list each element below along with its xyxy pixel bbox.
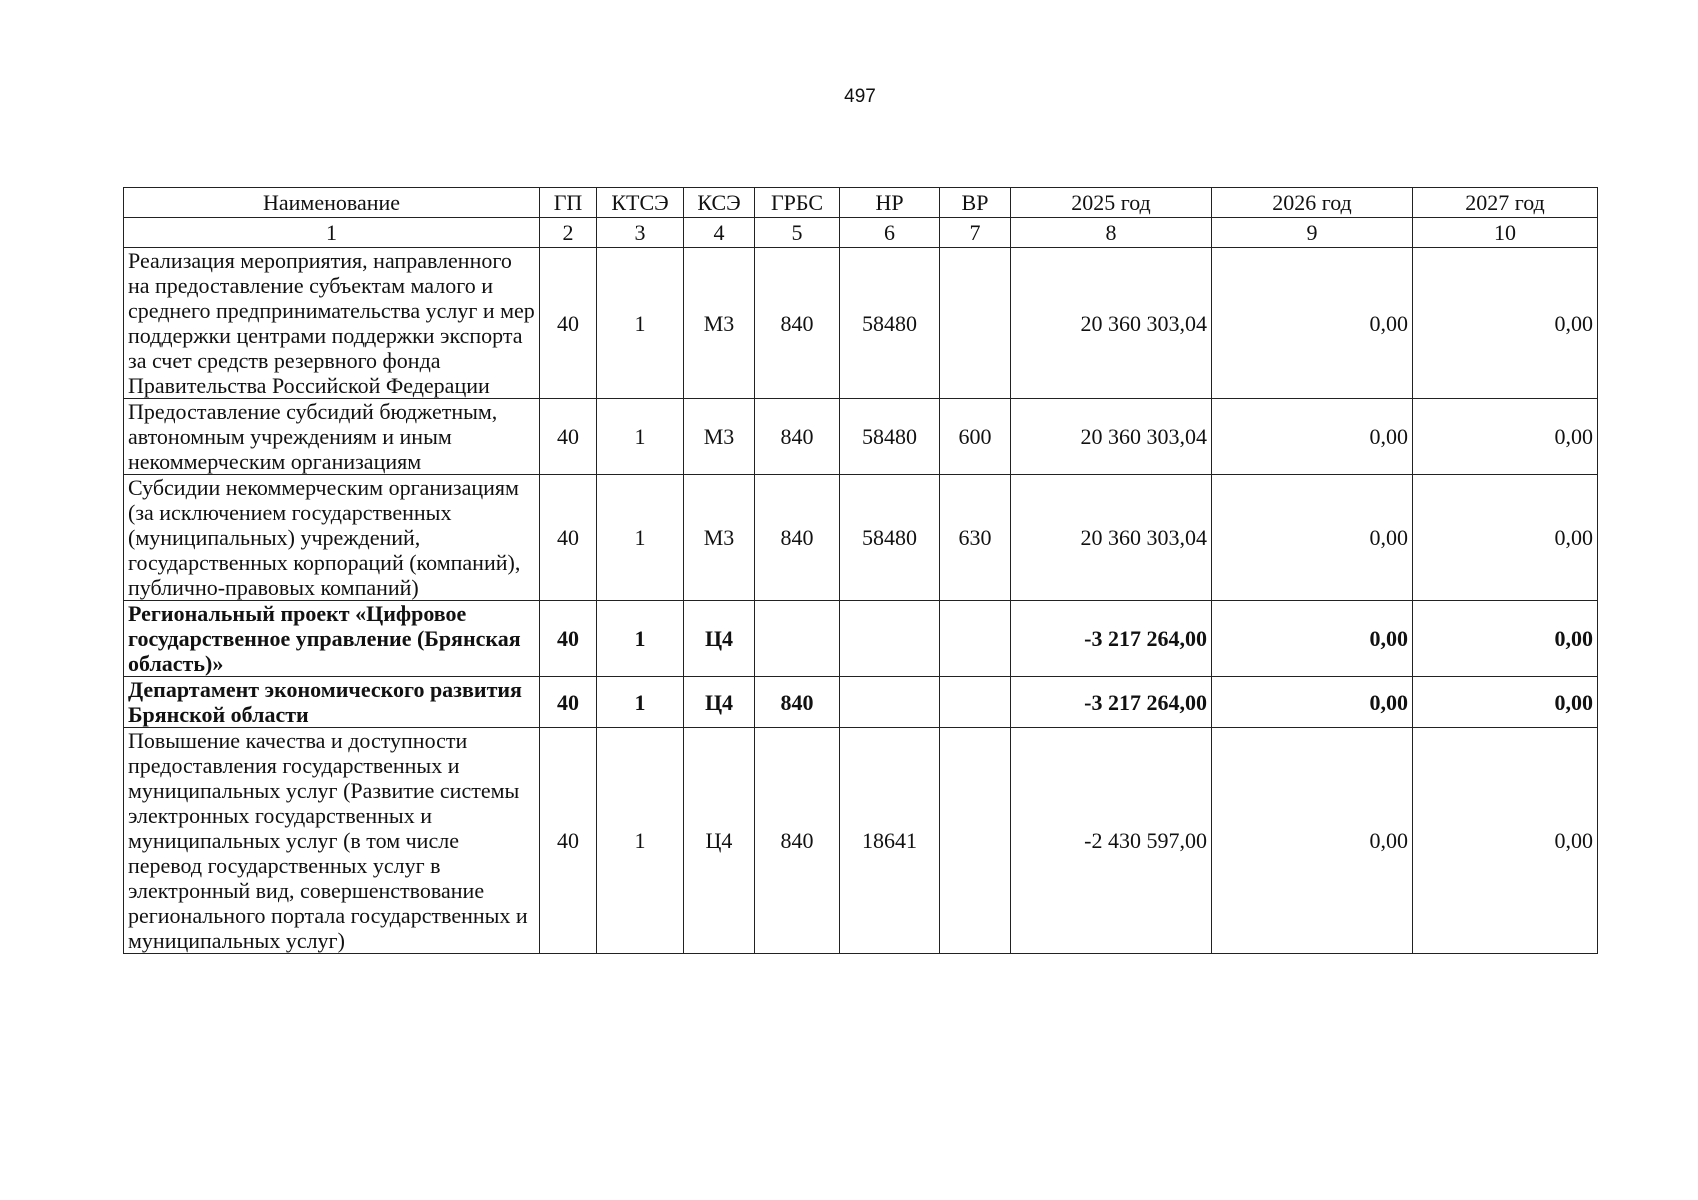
grbs-cell: 840 bbox=[755, 475, 840, 601]
amount-2027-cell: 0,00 bbox=[1413, 399, 1598, 475]
ktse-cell: 1 bbox=[597, 475, 684, 601]
table-row bbox=[124, 728, 1598, 954]
header-gp: ГП bbox=[540, 188, 597, 218]
amount-2025-cell: -3 217 264,00 bbox=[1011, 601, 1212, 677]
header-2026: 2026 год bbox=[1212, 188, 1413, 218]
kse-cell: Ц4 bbox=[684, 601, 755, 677]
kse-cell: М3 bbox=[684, 475, 755, 601]
gp-cell: 40 bbox=[540, 601, 597, 677]
column-number: 7 bbox=[940, 218, 1011, 248]
name-cell: Региональный проект «Цифровое государственное управление (Брянская область)» bbox=[124, 601, 540, 677]
table-row bbox=[124, 677, 1598, 728]
amount-2026-cell: 0,00 bbox=[1212, 475, 1413, 601]
amount-2025-cell: 20 360 303,04 bbox=[1011, 475, 1212, 601]
column-number: 3 bbox=[597, 218, 684, 248]
ktse-cell: 1 bbox=[597, 399, 684, 475]
ktse-cell: 1 bbox=[597, 677, 684, 728]
grbs-cell: 840 bbox=[755, 728, 840, 954]
name-cell: Повышение качества и доступности предоставления государственных и муниципальных услуг (Развитие системы электронных государственных и муниципальных услуг (в том числе перевод государственных услуг в электронный вид, совершенствование регионального портала государственных и муниципальных услуг) bbox=[124, 728, 540, 954]
name-cell: Субсидии некоммерческим организациям (за исключением государственных (муниципальных) учреждений, государственных корпораций (компаний), публично-правовых компаний) bbox=[124, 475, 540, 601]
vr-cell bbox=[940, 728, 1011, 954]
header-kse: КСЭ bbox=[684, 188, 755, 218]
amount-2027-cell: 0,00 bbox=[1413, 248, 1598, 399]
grbs-cell: 840 bbox=[755, 248, 840, 399]
amount-2026-cell: 0,00 bbox=[1212, 601, 1413, 677]
header-grbs: ГРБС bbox=[755, 188, 840, 218]
grbs-cell: 840 bbox=[755, 399, 840, 475]
column-number: 6 bbox=[840, 218, 940, 248]
budget-table bbox=[123, 187, 1598, 954]
amount-2027-cell: 0,00 bbox=[1413, 475, 1598, 601]
vr-cell bbox=[940, 601, 1011, 677]
nr-cell: 18641 bbox=[840, 728, 940, 954]
gp-cell: 40 bbox=[540, 475, 597, 601]
header-vr: ВР bbox=[940, 188, 1011, 218]
ktse-cell: 1 bbox=[597, 728, 684, 954]
kse-cell: М3 bbox=[684, 399, 755, 475]
grbs-cell bbox=[755, 601, 840, 677]
table-row bbox=[124, 601, 1598, 677]
table-row bbox=[124, 248, 1598, 399]
table-row bbox=[124, 399, 1598, 475]
amount-2026-cell: 0,00 bbox=[1212, 248, 1413, 399]
kse-cell: Ц4 bbox=[684, 677, 755, 728]
gp-cell: 40 bbox=[540, 248, 597, 399]
ktse-cell: 1 bbox=[597, 248, 684, 399]
grbs-cell: 840 bbox=[755, 677, 840, 728]
amount-2025-cell: -2 430 597,00 bbox=[1011, 728, 1212, 954]
vr-cell: 600 bbox=[940, 399, 1011, 475]
column-number: 1 bbox=[124, 218, 540, 248]
amount-2027-cell: 0,00 bbox=[1413, 677, 1598, 728]
column-number: 4 bbox=[684, 218, 755, 248]
amount-2026-cell: 0,00 bbox=[1212, 728, 1413, 954]
header-name: Наименование bbox=[124, 188, 540, 218]
amount-2025-cell: 20 360 303,04 bbox=[1011, 399, 1212, 475]
header-2025: 2025 год bbox=[1011, 188, 1212, 218]
amount-2026-cell: 0,00 bbox=[1212, 677, 1413, 728]
column-number-row bbox=[124, 218, 1598, 248]
column-number: 2 bbox=[540, 218, 597, 248]
nr-cell bbox=[840, 601, 940, 677]
nr-cell: 58480 bbox=[840, 475, 940, 601]
header-row bbox=[124, 188, 1598, 218]
gp-cell: 40 bbox=[540, 399, 597, 475]
name-cell: Реализация мероприятия, направленного на предоставление субъектам малого и среднего предпринимательства услуг и мер поддержки центрами поддержки экспорта за счет средств резервного фонда Правительства Российской Федерации bbox=[124, 248, 540, 399]
name-cell: Предоставление субсидий бюджетным, автономным учреждениям и иным некоммерческим организациям bbox=[124, 399, 540, 475]
nr-cell bbox=[840, 677, 940, 728]
amount-2025-cell: -3 217 264,00 bbox=[1011, 677, 1212, 728]
gp-cell: 40 bbox=[540, 728, 597, 954]
kse-cell: Ц4 bbox=[684, 728, 755, 954]
column-number: 8 bbox=[1011, 218, 1212, 248]
vr-cell bbox=[940, 677, 1011, 728]
column-number: 5 bbox=[755, 218, 840, 248]
nr-cell: 58480 bbox=[840, 248, 940, 399]
header-ktse: КТСЭ bbox=[597, 188, 684, 218]
header-2027: 2027 год bbox=[1413, 188, 1598, 218]
amount-2027-cell: 0,00 bbox=[1413, 728, 1598, 954]
amount-2025-cell: 20 360 303,04 bbox=[1011, 248, 1212, 399]
amount-2026-cell: 0,00 bbox=[1212, 399, 1413, 475]
name-cell: Департамент экономического развития Брянской области bbox=[124, 677, 540, 728]
vr-cell bbox=[940, 248, 1011, 399]
table-body bbox=[124, 248, 1598, 954]
page-number: 497 bbox=[844, 86, 876, 107]
ktse-cell: 1 bbox=[597, 601, 684, 677]
nr-cell: 58480 bbox=[840, 399, 940, 475]
vr-cell: 630 bbox=[940, 475, 1011, 601]
column-number: 10 bbox=[1413, 218, 1598, 248]
kse-cell: М3 bbox=[684, 248, 755, 399]
table-row bbox=[124, 475, 1598, 601]
header-nr: НР bbox=[840, 188, 940, 218]
amount-2027-cell: 0,00 bbox=[1413, 601, 1598, 677]
gp-cell: 40 bbox=[540, 677, 597, 728]
column-number: 9 bbox=[1212, 218, 1413, 248]
